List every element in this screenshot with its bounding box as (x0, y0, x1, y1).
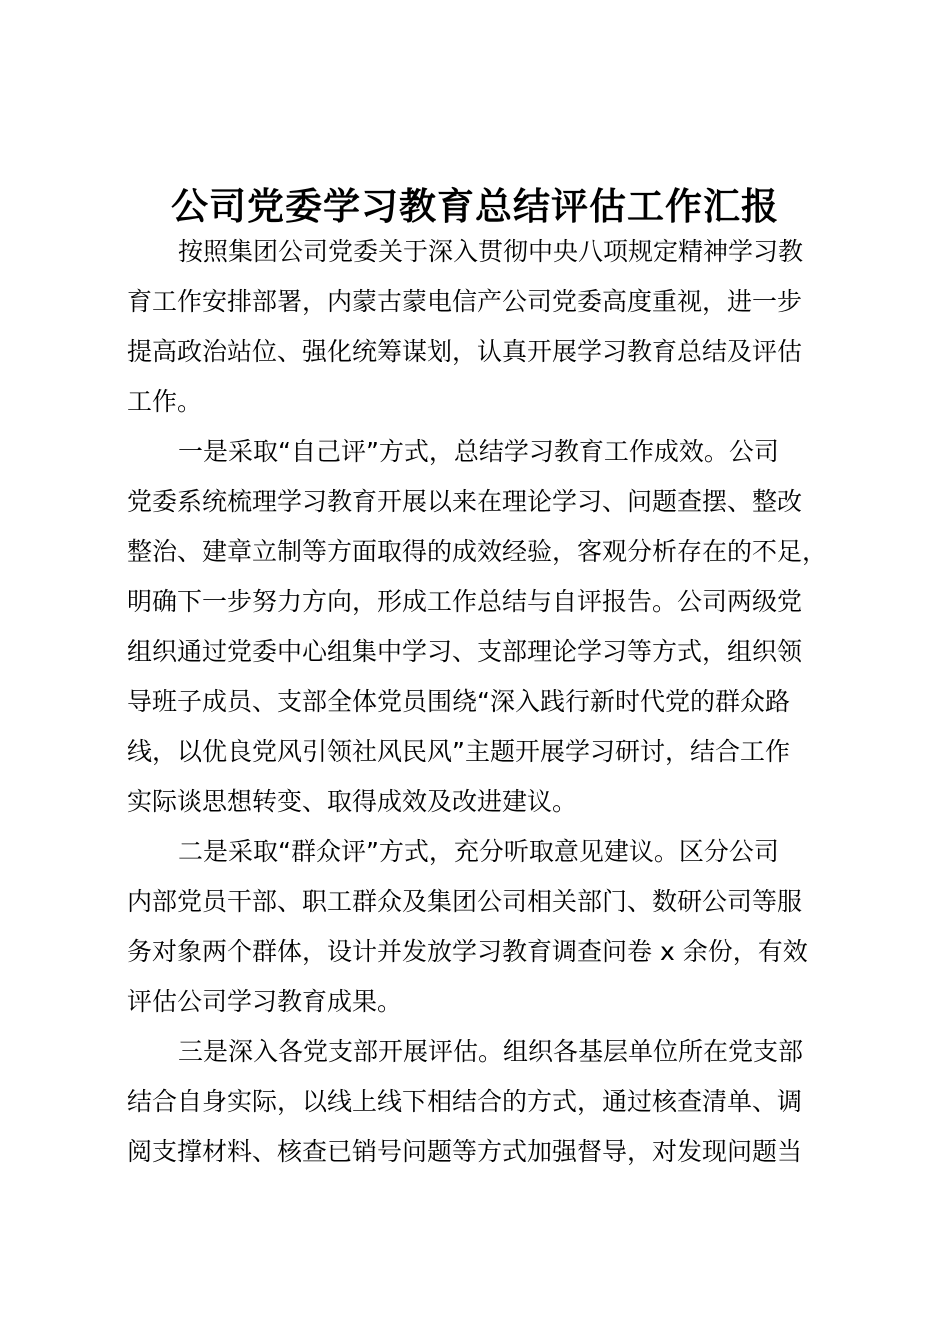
paragraph-line: 工作。 (127, 387, 203, 416)
paragraph-intro (127, 227, 832, 427)
paragraph-line: 提高政治站位、强化统筹谋划，认真开展学习教育总结及评估 (127, 337, 803, 366)
paragraph-self-evaluation (127, 427, 832, 827)
paragraph-line: 结合自身实际，以线上线下相结合的方式，通过核查清单、调 (127, 1087, 803, 1116)
paragraph-line: 务对象两个群体，设计并发放学习教育调查问卷 x 余份，有效 (127, 937, 808, 966)
paragraph-mass-evaluation (127, 827, 832, 1027)
document-body (127, 227, 832, 1177)
document-title: 公司党委学习教育总结评估工作汇报 (171, 184, 779, 228)
paragraph-branch-evaluation (127, 1027, 832, 1177)
paragraph-line: 党委系统梳理学习教育开展以来在理论学习、问题查摆、整改 (127, 487, 803, 516)
paragraph-line: 整治、建章立制等方面取得的成效经验，客观分析存在的不足， (127, 537, 828, 566)
paragraph-line: 内部党员干部、职工群众及集团公司相关部门、数研公司等服 (127, 887, 803, 916)
paragraph-line: 线，以优良党风引领社风民风”主题开展学习研讨，结合工作 (127, 737, 790, 766)
paragraph-line: 明确下一步努力方向，形成工作总结与自评报告。公司两级党 (127, 587, 803, 616)
paragraph-line: 按照集团公司党委关于深入贯彻中央八项规定精神学习教 (178, 237, 804, 266)
paragraph-line: 二是采取“群众评”方式，充分听取意见建议。区分公司 (178, 837, 779, 866)
paragraph-line: 育工作安排部署，内蒙古蒙电信产公司党委高度重视，进一步 (127, 287, 803, 316)
paragraph-line: 评估公司学习教育成果。 (127, 987, 403, 1016)
paragraph-line: 阅支撑材料、核查已销号问题等方式加强督导，对发现问题当 (127, 1137, 803, 1166)
paragraph-line: 一是采取“自己评”方式，总结学习教育工作成效。公司 (178, 437, 779, 466)
paragraph-line: 实际谈思想转变、取得成效及改进建议。 (127, 787, 578, 816)
paragraph-line: 组织通过党委中心组集中学习、支部理论学习等方式，组织领 (127, 637, 803, 666)
paragraph-line: 导班子成员、支部全体党员围绕“深入践行新时代党的群众路 (127, 687, 790, 716)
paragraph-line: 三是深入各党支部开展评估。组织各基层单位所在党支部 (178, 1037, 804, 1066)
